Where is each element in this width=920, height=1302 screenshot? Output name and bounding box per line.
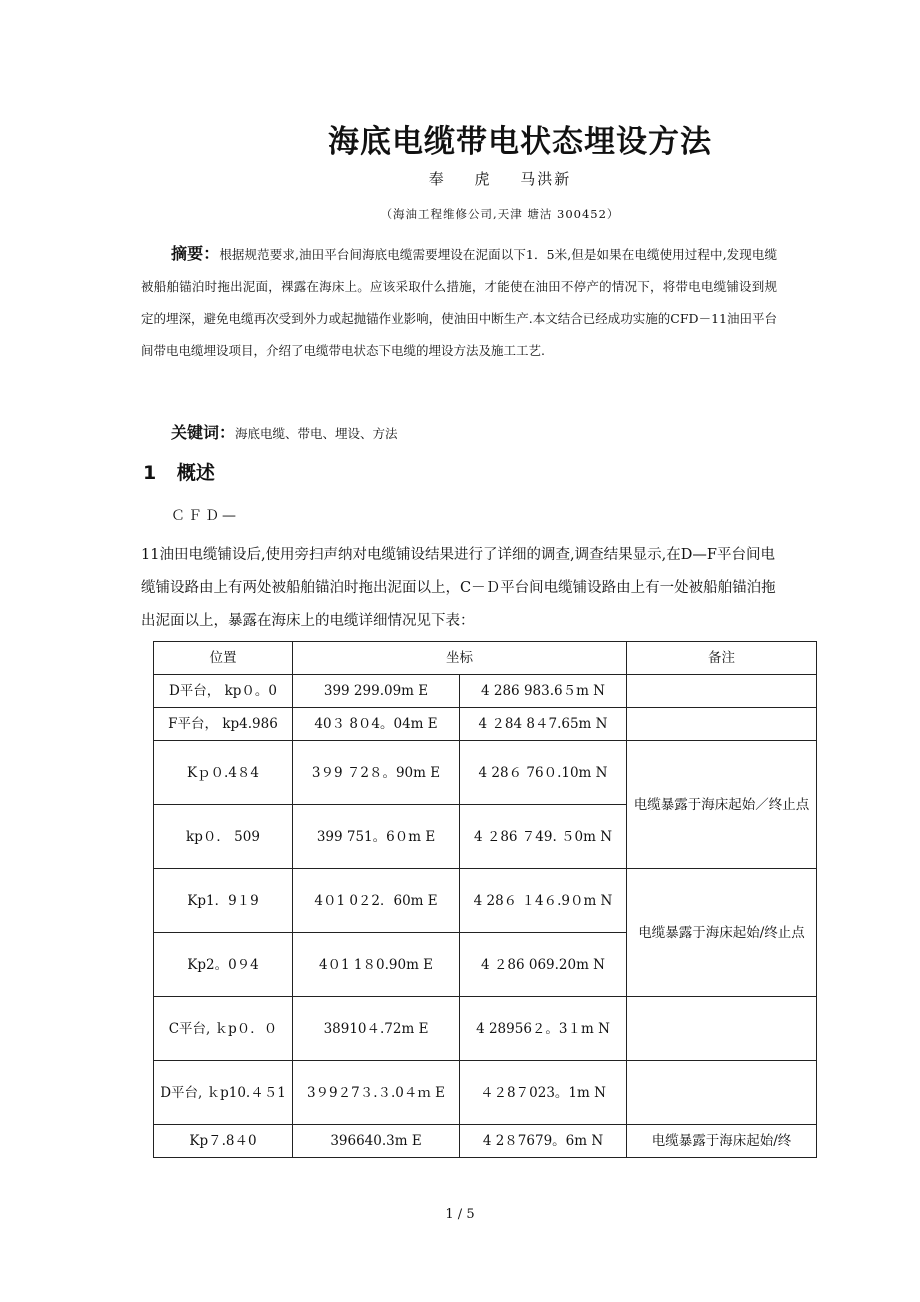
table-row — [154, 997, 817, 1061]
cell-position: Kp2。0９4 — [154, 933, 293, 997]
cell-position: D平台, ｋp10.４５1 — [154, 1061, 293, 1125]
cell-position: D平台， kp０。0 — [154, 675, 293, 708]
cell-east: 3９9 ７2８。90m E — [293, 741, 460, 805]
section-text-cfd: ＣＦＤ— — [171, 508, 239, 524]
cell-remark: 电缆暴露于海床起始/终 — [627, 1125, 817, 1158]
cell-north: ４２8７023。1m N — [460, 1061, 627, 1125]
header-coordinates: 坐标 — [293, 642, 627, 675]
authors: 奉 虎 马洪新 — [428, 170, 572, 188]
header-remarks: 备注 — [627, 642, 817, 675]
cell-position: kp０． 509 — [154, 805, 293, 869]
cell-east: 4０1 1８0.90m E — [293, 933, 460, 997]
affiliation: （海油工程维修公司,天津 塘沽 300452） — [380, 207, 620, 221]
cell-position: F平台， kp4.986 — [154, 708, 293, 741]
cell-position: Kp７.8４0 — [154, 1125, 293, 1158]
abstract — [141, 238, 777, 367]
table-row — [154, 1061, 817, 1125]
cell-remark: 电缆暴露于海床起始/终止点 — [627, 869, 817, 997]
cell-east: 38910４.72m E — [293, 997, 460, 1061]
cable-exposure-table — [153, 641, 817, 1158]
table-row — [154, 708, 817, 741]
table-row — [154, 1125, 817, 1158]
cell-north: 4 2８7679。6m N — [460, 1125, 627, 1158]
cell-east: 40３ 8０4。04m E — [293, 708, 460, 741]
section-heading-overview: 1 概述 — [143, 462, 215, 484]
header-position: 位置 — [154, 642, 293, 675]
cell-position: Kp1．9１9 — [154, 869, 293, 933]
cell-east: 396640.3m E — [293, 1125, 460, 1158]
abstract-text: 根据规范要求,油田平台间海底电缆需要埋设在泥面以下1．5米,但是如果在电缆使用过程中,发现电缆被船舶锚泊时拖出泥面，裸露在海床上。应该采取什么措施，才能使在油田不停产的情况下，将带电电缆铺设到规定的埋深，避免电缆再次受到外力或起抛锚作业影响，使油田中断生产.本文结合已经成功实施的CFD－11油田平台间带电电缆埋设项目，介绍了电缆带电状态下电缆的埋设方法及施工工艺. — [141, 247, 777, 358]
cell-remark — [627, 675, 817, 708]
cell-remark — [627, 997, 817, 1061]
cell-position: C平台, ｋp０．０ — [154, 997, 293, 1061]
cell-east: 399 299.09m E — [293, 675, 460, 708]
cell-remark — [627, 1061, 817, 1125]
cell-north: 4 ２86 ７49. ５0m N — [460, 805, 627, 869]
cell-east: 399 751。6０m E — [293, 805, 460, 869]
keywords — [171, 420, 398, 443]
section-paragraph: 11油田电缆铺设后,使用旁扫声纳对电缆铺设结果进行了详细的调查,调查结果显示,在D—F平台间电缆铺设路由上有两处被船舶锚泊时拖出泥面以上，C－Ｄ平台间电缆铺设路由上有一处被船舶锚泊拖出泥面以上，暴露在海床上的电缆详细情况见下表： — [141, 547, 776, 629]
cell-north: 4 28６ １4６.9０m N — [460, 869, 627, 933]
cell-north: 4 28６ 76０.10m N — [460, 741, 627, 805]
cell-north: 4 28956２。3１m N — [460, 997, 627, 1061]
table-row — [154, 675, 817, 708]
cell-remark: 电缆暴露于海床起始／终止点 — [627, 741, 817, 869]
cell-north: 4 286 983.6５m N — [460, 675, 627, 708]
cell-north: 4 ２84 8４7.65m N — [460, 708, 627, 741]
cell-east: 3９9２7３.３.0４ｍ E — [293, 1061, 460, 1125]
abstract-label: 摘要： — [171, 244, 220, 263]
cell-remark — [627, 708, 817, 741]
cell-north: 4 ２86 069.20m N — [460, 933, 627, 997]
cell-east: 4０1 0２2．60m E — [293, 869, 460, 933]
keywords-text: 海底电缆、带电、埋设、方法 — [235, 426, 398, 441]
table-row — [154, 869, 817, 933]
table-row — [154, 741, 817, 805]
document-title: 海底电缆带电状态埋设方法 — [328, 124, 712, 160]
page-number: 1 / 5 — [445, 1207, 475, 1222]
table-header-row — [154, 642, 817, 675]
keywords-label: 关键词： — [171, 423, 236, 442]
cell-position: Kｐ０.4８4 — [154, 741, 293, 805]
